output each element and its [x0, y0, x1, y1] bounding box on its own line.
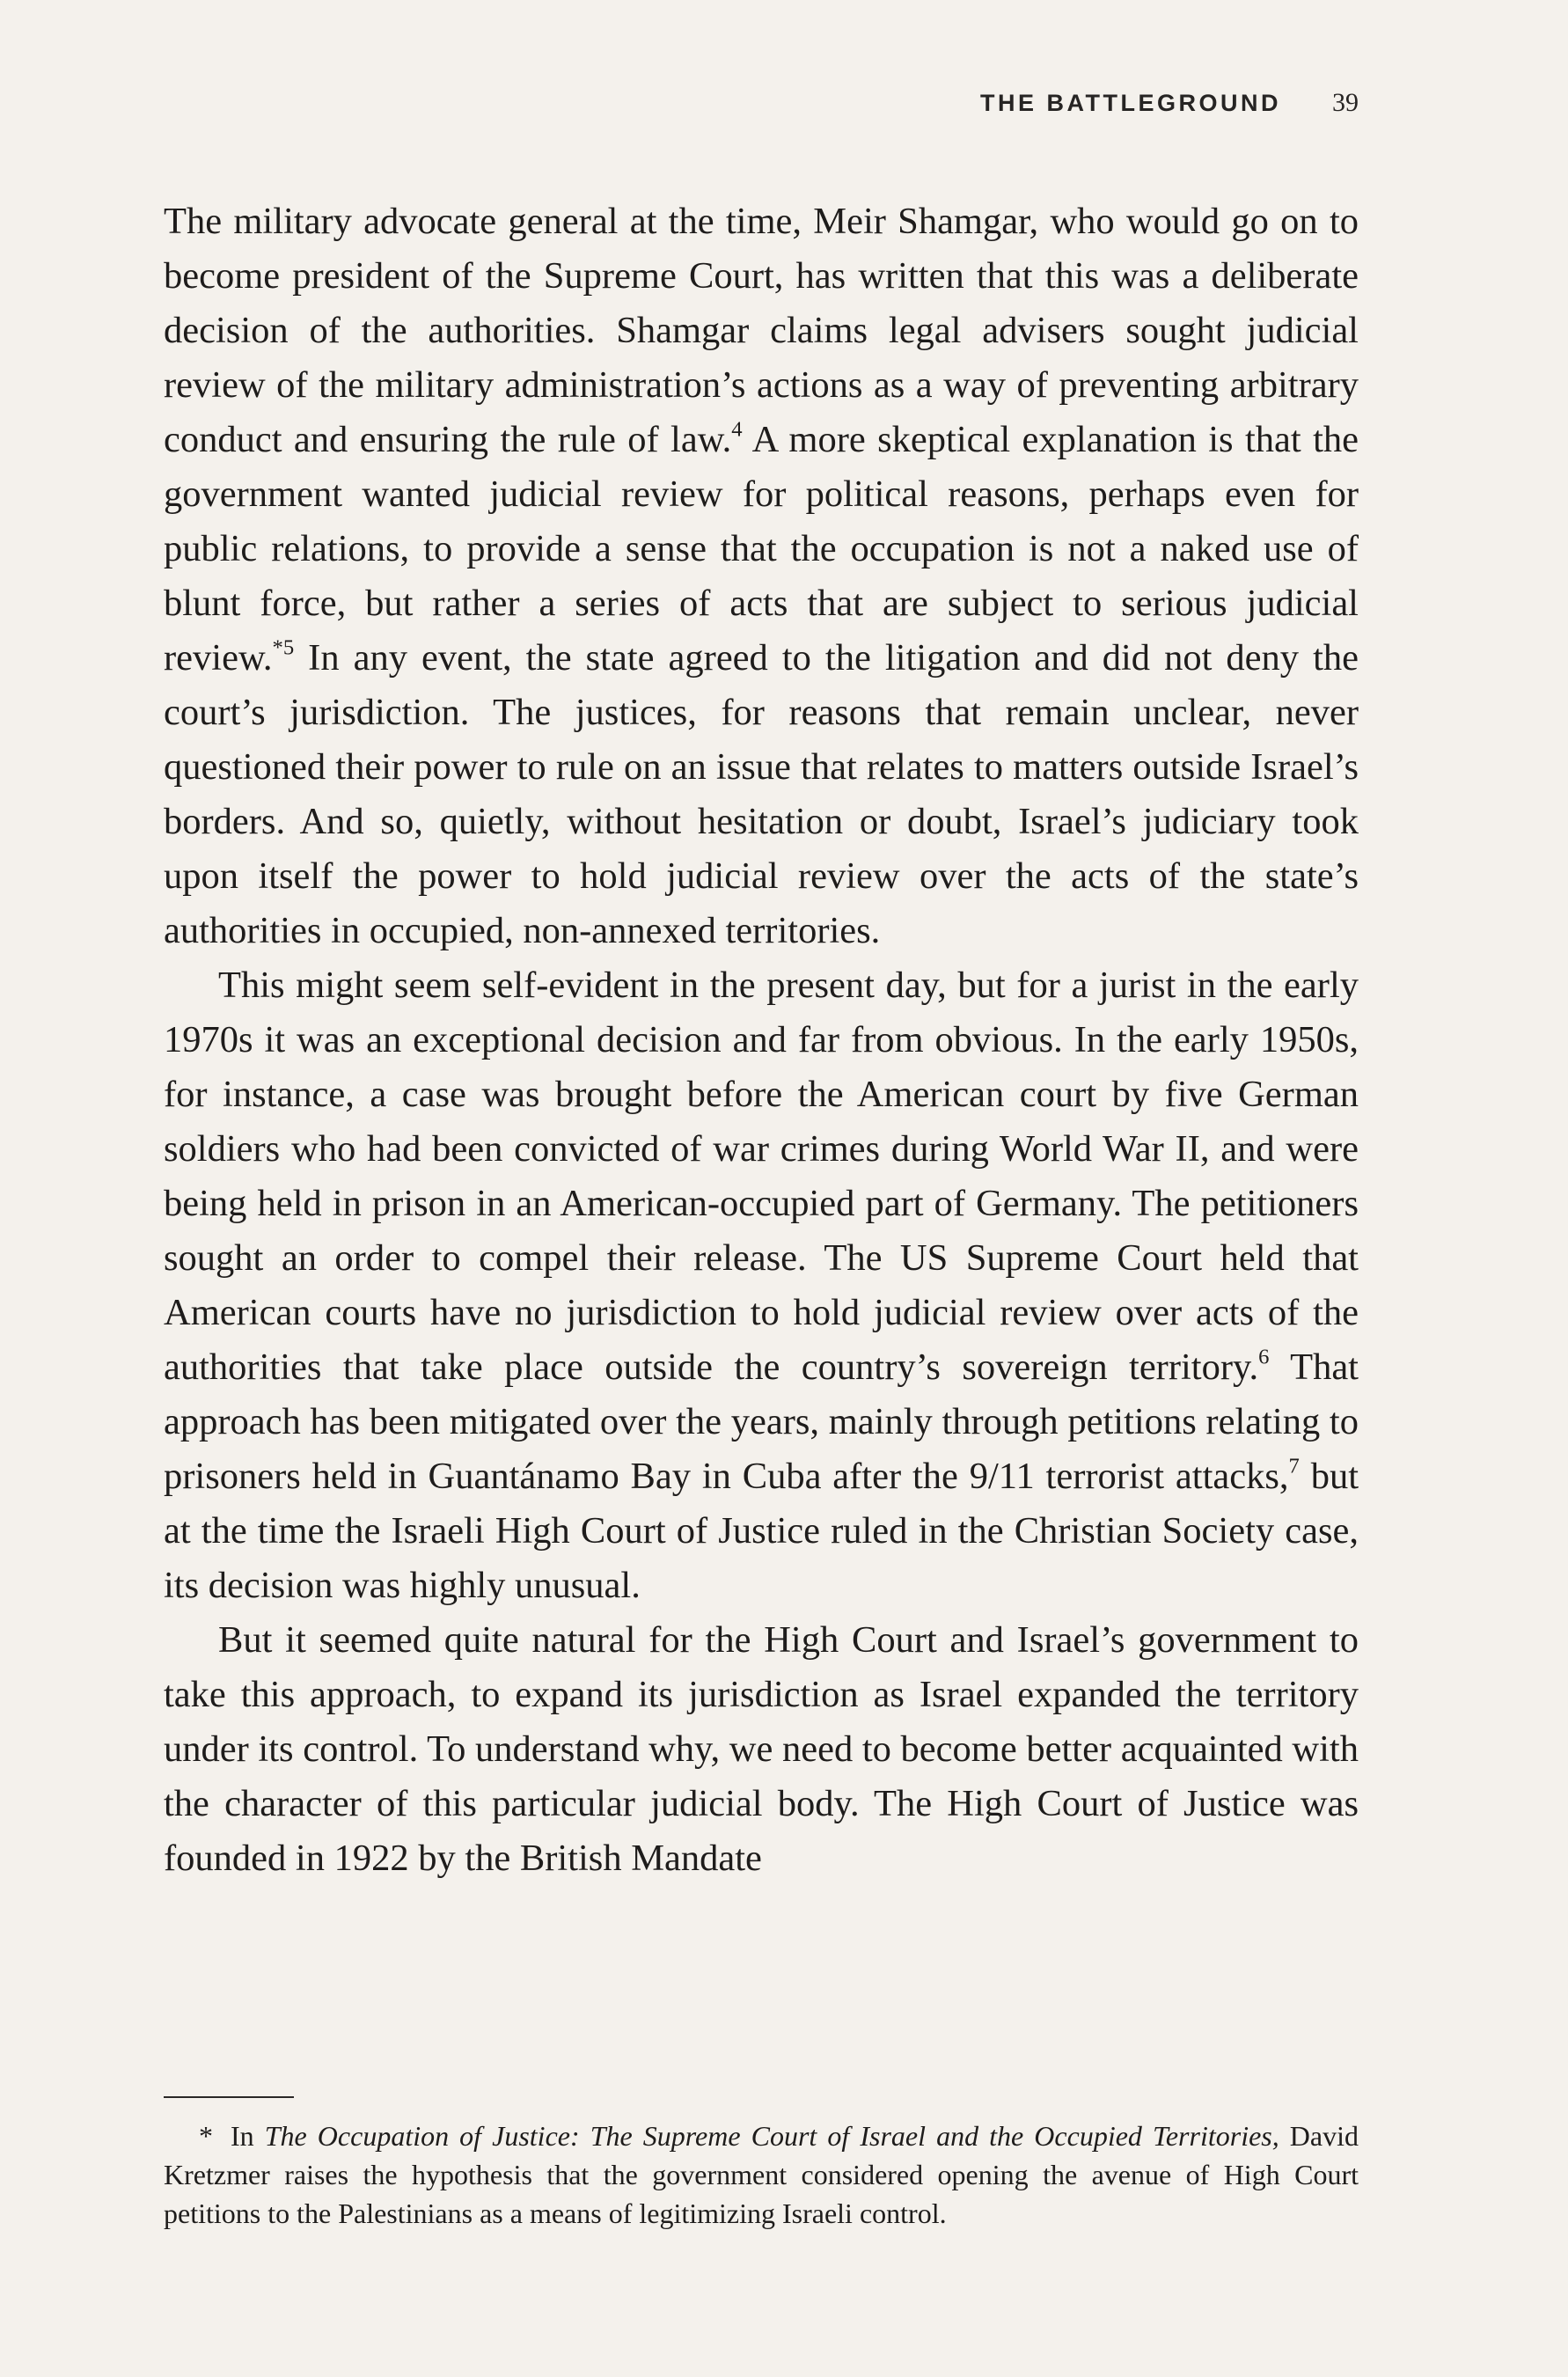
paragraph-2-text-a: This might seem self-evident in the present day, but for a jurist in the early 1970s it was an exceptional decision and far from obvious. In the early 1950s, for instance, a case was brought before the American court by five German soldiers who had been convicted of war crimes during World War II, and were being held in prison in an American-occupied part of Germany. The petitioners sought an order to compel their release. The US Supreme Court held that American courts have no jurisdiction to hold judicial review over acts of the authorities that take place outside the country’s sovereign territory. — [164, 965, 1359, 1388]
paragraph-2-text-b: That approach has been mitigated over the years, mainly through petitions relating to prisoners held in Guantánamo Bay in Cuba after the 9/11 terrorist attacks, — [164, 1346, 1359, 1497]
footnote-book-title: The Occupation of Justice: The Supreme Court of Israel and the Occupied Territories, — [264, 2120, 1279, 2152]
paragraph-1-text-a: The military advocate general at the time, Meir Shamgar, who would go on to become president of the Supreme Court, has written that this was a deliberate decision of the authorities. Shamgar claims legal advisers sought judicial review of the military administration’s actions as a way of preventing arbitrary conduct and ensuring the rule of law. — [164, 201, 1359, 460]
footnote-marker: * — [199, 2120, 213, 2152]
footnote — [164, 2117, 1359, 2233]
running-head — [980, 88, 1359, 118]
endnote-ref-5: *5 — [272, 635, 295, 660]
footnote-prefix: In — [231, 2120, 265, 2152]
paragraph-1 — [164, 194, 1359, 958]
footnote-rule — [164, 2096, 294, 2098]
endnote-ref-7: 7 — [1288, 1454, 1300, 1478]
paragraph-2-text-c: but at the time the Israeli High Court of Justice ruled in the Christian Society case, its decision was highly unusual. — [164, 1456, 1359, 1606]
page-number: 39 — [1332, 88, 1359, 117]
paragraph-3 — [164, 1613, 1359, 1886]
paragraph-2 — [164, 958, 1359, 1613]
endnote-ref-6: 6 — [1258, 1345, 1270, 1369]
paragraph-3-text: But it seemed quite natural for the High Court and Israel’s government to take this approach, to expand its jurisdiction as Israel expanded the territory under its control. To understand why, we need to become better acquainted with the character of this particular judicial body. The High Court of Justice was founded in 1922 by the British Mandate — [164, 1619, 1359, 1879]
body-text — [164, 194, 1359, 1886]
paragraph-1-text-c: In any event, the state agreed to the litigation and did not deny the court’s jurisdiction. The justices, for reasons that remain unclear, never questioned their power to rule on an issue that relates to matters outside Israel’s borders. And so, quietly, without hesitation or doubt, Israel’s judiciary took upon itself the power to hold judicial review over the acts of the state’s authorities in occupied, non-annexed territories. — [164, 637, 1359, 951]
footnote-text: David Kretzmer raises the hypothesis that the government considered opening the avenue of High Court petitions to the Palestinians as a means of legitimizing Israeli control. — [164, 2120, 1359, 2229]
running-title: THE BATTLEGROUND — [980, 90, 1281, 116]
paragraph-1-text-b: A more skeptical explanation is that the government wanted judicial review for political reasons, perhaps even for public relations, to provide a sense that the occupation is not a naked use of blunt force, but rather a series of acts that are subject to serious judicial review. — [164, 419, 1359, 679]
endnote-ref-4: 4 — [731, 417, 743, 442]
